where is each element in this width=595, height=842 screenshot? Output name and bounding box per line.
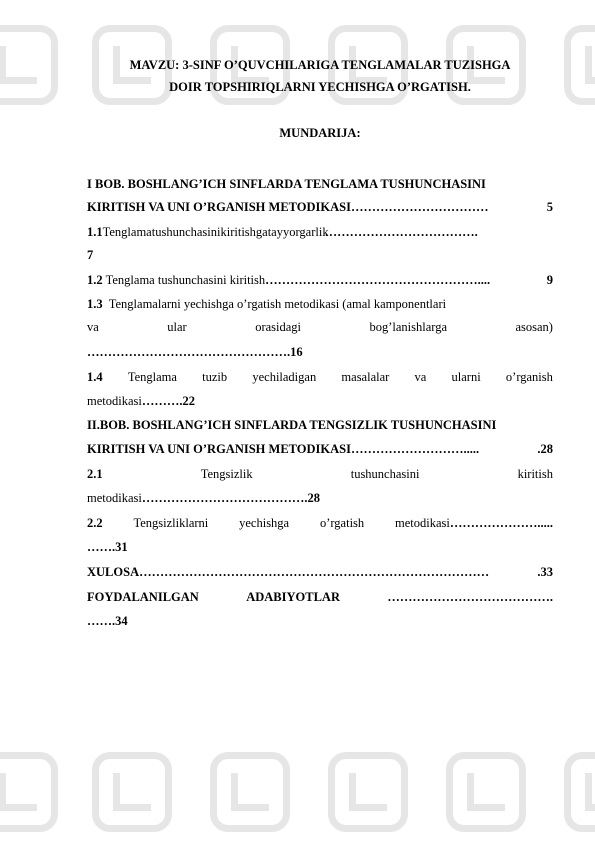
toc-entry-word: kiritish <box>517 467 553 481</box>
toc-entry-word: va <box>414 370 427 384</box>
toc-chapter-1-entry[interactable] <box>87 200 553 215</box>
toc-leader-dots: ………………….... <box>449 516 550 530</box>
toc-entry-word: tushunchasini <box>151 225 221 239</box>
toc-entry-word: tushunchasini <box>350 467 420 481</box>
toc-entry-word: ularni <box>451 370 481 384</box>
toc-leader-dots: . <box>549 516 553 530</box>
toc-leader-dots: …………………………… <box>350 200 489 214</box>
toc-section-number: 1.3 <box>87 297 103 311</box>
toc-section-number: 1.2 <box>87 273 103 287</box>
watermark-logo <box>564 25 595 105</box>
toc-leader-dots: ………. <box>141 394 183 408</box>
toc-leader-dots: ……. <box>87 614 116 628</box>
toc-entry-word: kiritishga <box>220 225 268 239</box>
toc-section-number: 2.1 <box>87 467 103 481</box>
toc-page-number: 7 <box>87 248 94 262</box>
toc-chapter-1-title: I BOB. BOSHLANG’ICH SINFLARDA TENGLAMA TUSHUNCHASINI <box>87 177 486 191</box>
toc-entry-word: yechishga <box>239 516 290 530</box>
toc-entry-text: KIRITISH VA UNI O’RGANISH METODIKASI <box>87 442 351 456</box>
toc-page-number: .28 <box>304 491 320 505</box>
toc-section-1-3-continuation <box>87 320 553 335</box>
toc-entry-word: masalalar <box>341 370 390 384</box>
document-title-line-2: DOIR TOPSHIRIQLARNI YECHISHGA O’RGATISH. <box>169 80 471 94</box>
toc-entry-word: metodikasi <box>395 516 450 530</box>
toc-leader-dots: ………………………………. <box>324 225 478 239</box>
toc-section-1-2-entry[interactable] <box>87 273 553 288</box>
toc-page-number: .33 <box>537 565 553 579</box>
toc-entry-word: ular <box>167 320 187 334</box>
toc-page-number: 34 <box>115 614 128 628</box>
toc-entry-text: XULOSA <box>87 565 140 579</box>
toc-entry-word: Tenglama <box>127 370 177 384</box>
toc-section-1-4-entry[interactable] <box>87 370 553 385</box>
toc-section-1-3-entry[interactable] <box>87 297 553 312</box>
toc-entry-text: Tenglamalarni yechishga o’rgatish metodikasi (amal kamponentlari <box>108 297 447 311</box>
toc-leader-dots: ………………………………………………………………………… <box>139 565 490 579</box>
toc-entry-word: yechiladigan <box>252 370 317 384</box>
toc-entry-word: ADABIYOTLAR <box>246 590 340 604</box>
toc-section-2-2-entry[interactable] <box>87 516 553 531</box>
toc-entry-word: Tengsizliklarni <box>133 516 209 530</box>
toc-page-number: 9 <box>546 273 553 287</box>
toc-page-number: .28 <box>537 442 553 456</box>
toc-entry-word: tayyorgarlik <box>267 225 329 239</box>
toc-entry-word: Tengsizlik <box>200 467 253 481</box>
toc-entry-text: KIRITISH VA UNI O’RGANISH METODIKASI <box>87 200 351 214</box>
toc-page-number: 22 <box>182 394 195 408</box>
watermark-logo <box>92 752 172 832</box>
toc-leader-dots: ………………………..... <box>350 442 480 456</box>
toc-section-1-3-page-line <box>87 345 553 360</box>
toc-references-entry[interactable] <box>87 590 553 605</box>
toc-leader-dots: …………………………………. <box>387 590 553 604</box>
document-title-line-1: MAVZU: 3-SINF O’QUVCHILARIGA TENGLAMALAR TUZISHGA <box>129 58 511 72</box>
watermark-logo <box>564 752 595 832</box>
toc-section-2-2-page-line <box>87 540 553 555</box>
toc-entry-word: o’rgatish <box>319 516 365 530</box>
toc-entry-word: Tenglama <box>102 225 152 239</box>
toc-entry-text: Tenglama tushunchasini kiritish <box>105 273 266 287</box>
watermark-logo <box>446 752 526 832</box>
toc-section-1-4-page-line <box>87 394 553 409</box>
toc-entry-text: metodikasi <box>87 394 142 408</box>
toc-section-2-1-entry[interactable] <box>87 467 553 482</box>
watermark-logo <box>0 25 58 105</box>
watermark-logo <box>328 752 408 832</box>
toc-leader-dots: ………………………………………… <box>87 345 287 359</box>
toc-entry-word: bog’lanishlarga <box>369 320 448 334</box>
watermark-logo <box>210 752 290 832</box>
toc-entry-word: asosan) <box>515 320 553 334</box>
watermark-logo <box>0 752 58 832</box>
toc-entry-word: o’rganish <box>505 370 553 384</box>
contents-heading: MUNDARIJA: <box>279 126 361 140</box>
toc-page-number: 31 <box>115 540 128 554</box>
toc-leader-dots: …………………………………………….... <box>265 273 491 287</box>
toc-entry-word: tuzib <box>202 370 228 384</box>
toc-section-1-1-entry[interactable] <box>87 225 553 240</box>
toc-section-number: 1.4 <box>87 370 103 384</box>
toc-leader-dots: ……. <box>87 540 116 554</box>
toc-leader-dots: ………………………………… <box>141 491 305 505</box>
toc-conclusion-entry[interactable] <box>87 565 553 580</box>
toc-entry-text: metodikasi <box>87 491 142 505</box>
toc-references-page-line <box>87 614 553 629</box>
toc-entry-word: va <box>87 320 99 334</box>
toc-section-number: 1.1 <box>87 225 103 239</box>
toc-chapter-2-title: II.BOB. BOSHLANG’ICH SINFLARDA TENGSIZLIK TUSHUNCHASINI <box>87 418 497 432</box>
toc-page-number: 5 <box>546 200 553 214</box>
toc-page-number: .16 <box>287 345 303 359</box>
toc-entry-word: orasidagi <box>255 320 302 334</box>
toc-entry-word: FOYDALANILGAN <box>87 590 199 604</box>
toc-chapter-2-entry[interactable] <box>87 442 553 457</box>
toc-section-number: 2.2 <box>87 516 103 530</box>
toc-section-2-1-page-line <box>87 491 553 506</box>
